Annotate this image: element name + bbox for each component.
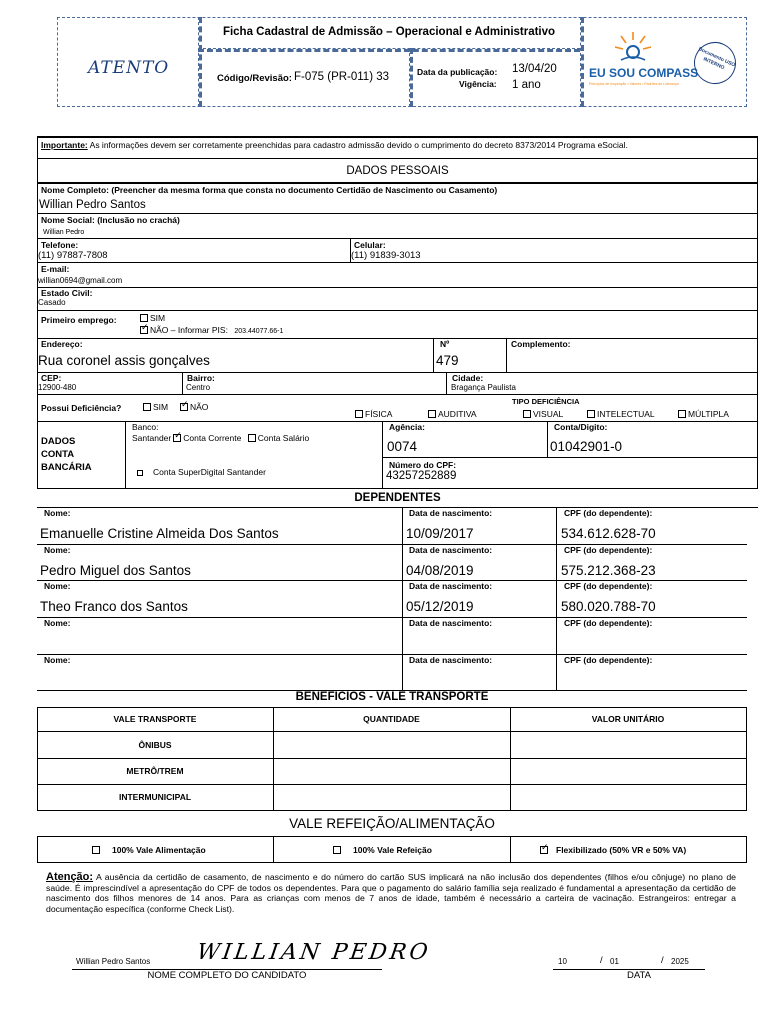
pis-value[interactable]: 203.44077.66-1 <box>234 328 284 335</box>
date-month[interactable]: 01 <box>610 957 619 966</box>
refeicao-checkbox[interactable] <box>333 846 341 854</box>
dependent-name-value[interactable]: Emanuelle Cristine Almeida Dos Santos <box>40 526 279 541</box>
auditiva-checkbox[interactable] <box>428 410 436 418</box>
bank-label: Banco: <box>132 422 159 432</box>
dependent-birth-label: Data de nascimento: <box>409 618 493 628</box>
flexibilizado-checkbox[interactable] <box>540 846 548 854</box>
notice-label: Importante: <box>41 140 88 150</box>
complement-label: Complemento: <box>511 339 571 349</box>
dependent-name-label: Nome: <box>44 655 71 665</box>
dependent-birth-label: Data de nascimento: <box>409 508 493 518</box>
district-value[interactable]: Centro <box>186 383 211 392</box>
city-value[interactable]: Bragança Paulista <box>451 383 516 392</box>
cep-label: CEP: <box>41 373 62 383</box>
date-sep-1: / <box>600 955 603 966</box>
candidate-name: Willian Pedro Santos <box>76 957 151 966</box>
multipla-checkbox[interactable] <box>678 410 686 418</box>
dependent-name-label: Nome: <box>44 545 71 555</box>
phone-value[interactable]: (11) 97887-7808 <box>38 250 108 261</box>
dependent-birth-value[interactable]: 10/09/2017 <box>406 526 474 541</box>
transport-row-intermunicipal: INTERMUNICIPAL <box>118 792 192 802</box>
mobile-value[interactable]: (11) 91839-3013 <box>351 250 421 261</box>
form-title: Ficha Cadastral de Admissão – Operacional e Administrativo <box>222 26 556 38</box>
dependent-cpf-label: CPF (do dependente): <box>564 545 653 555</box>
dependent-cpf-label: CPF (do dependente): <box>564 655 653 665</box>
address-value[interactable]: Rua coronel assis gonçalves <box>38 353 210 368</box>
disability-type-fisica[interactable]: FÍSICA <box>355 409 392 419</box>
intelectual-checkbox[interactable] <box>587 410 595 418</box>
disability-type-visual[interactable]: VISUAL <box>523 409 563 419</box>
number-value[interactable]: 479 <box>436 353 459 368</box>
fisica-checkbox[interactable] <box>355 410 363 418</box>
transport-row-onibus: ÔNIBUS <box>138 740 172 750</box>
dependent-cpf-label: CPF (do dependente): <box>564 618 653 628</box>
social-name-label: Nome Social: (Inclusão no crachá) <box>41 215 180 225</box>
candidate-signature: WILLIAN PEDRO <box>195 940 433 965</box>
attention-note <box>46 872 736 914</box>
section-dependents-title: DEPENDENTES <box>354 492 441 504</box>
account-label: Conta/Digito: <box>554 422 608 432</box>
superdigital-checkbox[interactable] <box>137 470 143 476</box>
internal-use-seal-text: Documento USO INTERNO <box>697 46 736 72</box>
transport-header-unit-value: VALOR UNITÁRIO <box>591 714 665 724</box>
cpf-label: Número do CPF: <box>389 460 457 470</box>
dependent-birth-value[interactable]: 05/12/2019 <box>406 599 474 614</box>
dependent-birth-label: Data de nascimento: <box>409 655 493 665</box>
dependent-name-value[interactable]: Pedro Miguel dos Santos <box>40 563 191 578</box>
alimentacao-checkbox[interactable] <box>92 846 100 854</box>
publication-label: Data da publicação: <box>417 67 498 77</box>
disability-no-checkbox[interactable] <box>180 403 188 411</box>
atento-logo: ATENTO <box>88 58 170 78</box>
transport-header-type: VALE TRANSPORTE <box>113 714 197 724</box>
first-job-no-checkbox[interactable] <box>140 326 148 334</box>
compass-logo-subtext: Princípios de Inspiração • Valores • Padrões de Liderança <box>589 82 679 86</box>
disability-no-option[interactable]: ✓ NÃO <box>180 402 208 412</box>
civil-status-label: Estado Civil: <box>41 288 93 298</box>
first-job-no-option[interactable]: ✓NÃO – Informar PIS: 203.44077.66-1 <box>140 325 283 335</box>
disability-yes-option[interactable]: SIM <box>143 402 168 412</box>
mobile-label: Celular: <box>354 240 386 250</box>
transport-header-quantity: QUANTIDADE <box>363 714 420 724</box>
dependent-name-label: Nome: <box>44 508 71 518</box>
civil-status-value[interactable]: Casado <box>38 298 66 307</box>
compass-sun-icon <box>613 30 653 66</box>
dependent-cpf-value[interactable]: 580.020.788-70 <box>561 599 656 614</box>
dependent-cpf-label: CPF (do dependente): <box>564 581 653 591</box>
cpf-value[interactable]: 43257252889 <box>386 470 457 482</box>
notice <box>41 140 756 150</box>
account-value[interactable]: 01042901-0 <box>550 439 623 454</box>
meal-option-flexibilizado[interactable]: ✓ Flexibilizado (50% VR e 50% VA) <box>540 845 686 855</box>
publication-value: 13/04/20 <box>512 63 557 75</box>
district-label: Bairro: <box>187 373 215 383</box>
full-name-value[interactable]: Willian Pedro Santos <box>39 199 146 211</box>
full-name-label: Nome Completo: (Preencher da mesma forma que consta no documento Certidão de Nascimento ou Casamento) <box>41 185 498 195</box>
validity-label: Vigência: <box>459 79 497 89</box>
date-sep-2: / <box>661 955 664 966</box>
attention-label: Atenção: <box>46 871 94 883</box>
agency-value[interactable]: 0074 <box>387 439 418 454</box>
cep-value[interactable]: 12900-480 <box>38 383 77 392</box>
email-label: E-mail: <box>41 264 70 274</box>
dependent-name-label: Nome: <box>44 618 71 628</box>
date-year[interactable]: 2025 <box>671 957 689 966</box>
disability-type-intelectual[interactable]: INTELECTUAL <box>587 409 655 419</box>
dependent-cpf-value[interactable]: 575.212.368-23 <box>561 563 656 578</box>
date-day[interactable]: 10 <box>558 957 567 966</box>
dependent-birth-label: Data de nascimento: <box>409 545 493 555</box>
section-personal-title: DADOS PESSOAIS <box>346 165 449 177</box>
salary-account-checkbox[interactable] <box>248 434 256 442</box>
code-value: F-075 (PR-011) 33 <box>294 71 390 83</box>
meal-option-alimentacao[interactable]: 100% Vale Alimentação <box>92 845 206 855</box>
first-job-yes-option[interactable]: SIM <box>140 313 165 323</box>
bank-account-type[interactable]: Santander✓ Conta Corrente Conta Salário <box>132 433 309 443</box>
visual-checkbox[interactable] <box>523 410 531 418</box>
current-account-checkbox[interactable] <box>173 434 181 442</box>
disability-type-label: TIPO DEFICIÊNCIA <box>512 397 580 406</box>
superdigital-option[interactable]: Conta SuperDigital Santander <box>137 467 266 477</box>
dependent-birth-label: Data de nascimento: <box>409 581 493 591</box>
disability-label: Possui Deficiência? <box>41 403 122 413</box>
transport-row-metro: METRÔ/TREM <box>126 766 184 776</box>
address-label: Endereço: <box>41 339 83 349</box>
code-label: Código/Revisão: <box>217 73 292 84</box>
section-meal-title: VALE REFEIÇÃO/ALIMENTAÇÃO <box>289 816 495 831</box>
disability-type-multipla[interactable]: MÚLTIPLA <box>678 409 729 419</box>
date-caption: DATA <box>627 970 651 981</box>
disability-yes-checkbox[interactable] <box>143 403 151 411</box>
compass-logo-text: EU SOU COMPASS <box>589 66 699 80</box>
dependent-birth-value[interactable]: 04/08/2019 <box>406 563 474 578</box>
section-transport-title: BENEFICIOS - VALE TRANSPORTE <box>295 691 489 703</box>
bank-section-label: DADOS CONTA BANCÁRIA <box>41 436 92 473</box>
name-caption: NOME COMPLETO DO CANDIDATO <box>147 970 307 981</box>
notice-text: As informações devem ser corretamente preenchidas para cadastro admissão devido o cumprimento do decreto 8373/2014 Programa eSocial. <box>89 140 628 150</box>
dependent-cpf-value[interactable]: 534.612.628-70 <box>561 526 656 541</box>
agency-label: Agência: <box>389 422 425 432</box>
city-label: Cidade: <box>452 373 484 383</box>
phone-label: Telefone: <box>41 240 79 250</box>
email-value[interactable]: willian0694@gmail.com <box>38 276 123 285</box>
meal-option-refeicao[interactable]: 100% Vale Refeição <box>333 845 432 855</box>
dependent-name-label: Nome: <box>44 581 71 591</box>
dependent-cpf-label: CPF (do dependente): <box>564 508 653 518</box>
validity-value: 1 ano <box>512 79 541 91</box>
social-name-value[interactable]: Willian Pedro <box>43 229 85 236</box>
attention-text: A ausência da certidão de casamento, de nascimento e do número do cartão SUS implicará na não inclusão dos dependentes (filhos e/ou cônjuge) no plano de saúde. É imprescindível a apresentação do CPF de todos os dependentes. Para que o pagamento do salário família seja realizado é fundamental a apresentação da certidão de nascimento dos filhos menores de 14 anos. Para as crianças com menos de 7 anos de idade, também é necessário a carteira de vacinação. Estrangeiros: entregar a documentação específica (conforme Check List). <box>46 872 736 914</box>
first-job-label: Primeiro emprego: <box>41 315 117 325</box>
disability-type-auditiva[interactable]: AUDITIVA <box>428 409 477 419</box>
number-label: Nº <box>440 339 450 349</box>
first-job-yes-checkbox[interactable] <box>140 314 148 322</box>
dependent-name-value[interactable]: Theo Franco dos Santos <box>40 599 188 614</box>
